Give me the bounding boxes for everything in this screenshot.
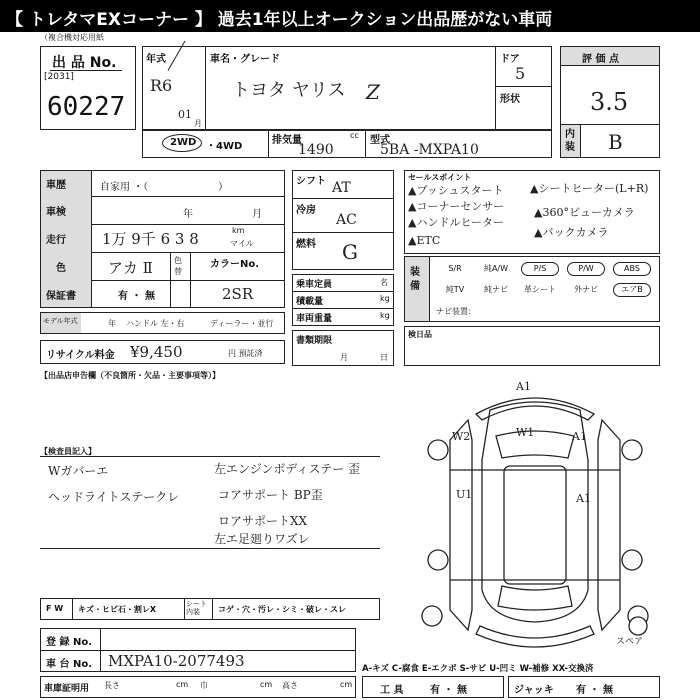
spec-row: [142, 130, 552, 158]
ac-value: AC: [336, 212, 357, 228]
recycle-label: リサイクル料金: [46, 350, 115, 361]
displacement-label: 排気量: [272, 135, 302, 146]
dealer-notes-label: 【出品店申告欄（不良箇所・欠品・主要事項等）】: [40, 371, 220, 380]
interior-label: 内装: [565, 129, 575, 153]
doors-label: ドア: [500, 54, 520, 65]
sp-1: ▲プッシュスタート: [408, 184, 504, 197]
color-value: アカ Ⅱ: [108, 259, 153, 277]
sp-4: ▲ETC: [408, 234, 441, 247]
spare-label: スペア: [616, 637, 644, 647]
drive-2wd: 2WD: [170, 137, 197, 148]
sp-2: ▲コーナーセンサー: [408, 200, 505, 213]
doors-value: 5: [515, 64, 526, 83]
color-no: 2SR: [222, 285, 254, 303]
inspection-label: 車検: [46, 207, 66, 218]
model-label: 型式: [370, 135, 390, 146]
lot-code: [2031]: [44, 72, 74, 82]
color-no-label: カラーNo.: [210, 259, 260, 270]
chassis-value: MXPA10-2077493: [108, 652, 245, 670]
mark-a1-top: A1: [516, 380, 531, 393]
shape-label: 形状: [500, 94, 520, 105]
mark-w1: W1: [516, 426, 535, 439]
fuel-value: G: [342, 240, 358, 264]
model-value: 5BA -MXPA10: [380, 142, 479, 158]
car-diagram: [410, 380, 660, 660]
mark-w2: W2: [452, 430, 471, 443]
mark-a1-side: A1: [576, 492, 591, 505]
shift-value: AT: [332, 180, 351, 196]
shift-label: シフト: [296, 176, 326, 187]
color-label: 色: [56, 263, 66, 274]
banner-text: 【 トレタマEXコーナー 】 過去1年以上オークション出品歴がない車両: [6, 10, 553, 30]
score-value: 3.5: [590, 88, 629, 116]
history-value: 自家用 ・（ ）: [100, 182, 229, 193]
recycle-value: ¥9,450: [130, 343, 183, 361]
sp-5: ▲シートヒーター(L+R): [530, 182, 649, 195]
top-note: （複合機対応用紙: [40, 33, 104, 42]
warranty-label: 保証書: [46, 291, 76, 302]
year-value: R6: [150, 76, 173, 95]
warranty-value: 有 ・ 無: [118, 291, 155, 302]
legend: A-キズ C-腐食 E-エクボ S-サビ U-凹ミ W-補修 XX-交換済: [362, 664, 594, 674]
arrival-box: [404, 326, 660, 366]
fuel-label: 燃料: [296, 239, 316, 250]
interior-value: B: [608, 130, 623, 154]
mark-u1: U1: [456, 488, 473, 501]
lot-number: 60227: [47, 92, 126, 122]
drive-4wd: ・4WD: [206, 141, 243, 152]
grade-value: Z: [366, 80, 380, 104]
year-name-box: [142, 46, 552, 130]
mileage-label: 走行: [46, 235, 66, 246]
sp-6: ▲360°ビューカメラ: [534, 206, 635, 219]
lot-label: 出 品 No.: [52, 55, 117, 71]
history-label: 車歴: [46, 180, 66, 191]
mark-a1-right: A1: [572, 430, 587, 443]
displacement-value: 1490: [298, 142, 334, 158]
mileage-value: 1万 9千 6 3 8: [102, 230, 199, 248]
year-month: 01: [178, 108, 192, 121]
name-label: 車名・グレード: [210, 54, 280, 65]
year-label: 年式: [146, 54, 166, 65]
sp-7: ▲バックカメラ: [534, 226, 609, 239]
color-change-label: 色替: [174, 256, 182, 276]
score-label: 評 価 点: [582, 54, 619, 65]
name-value: トヨタ ヤリス: [232, 80, 346, 101]
inspector-label: 【検査員記入】: [40, 447, 96, 456]
ac-label: 冷房: [296, 205, 316, 216]
sp-3: ▲ハンドルヒーター: [408, 216, 505, 229]
